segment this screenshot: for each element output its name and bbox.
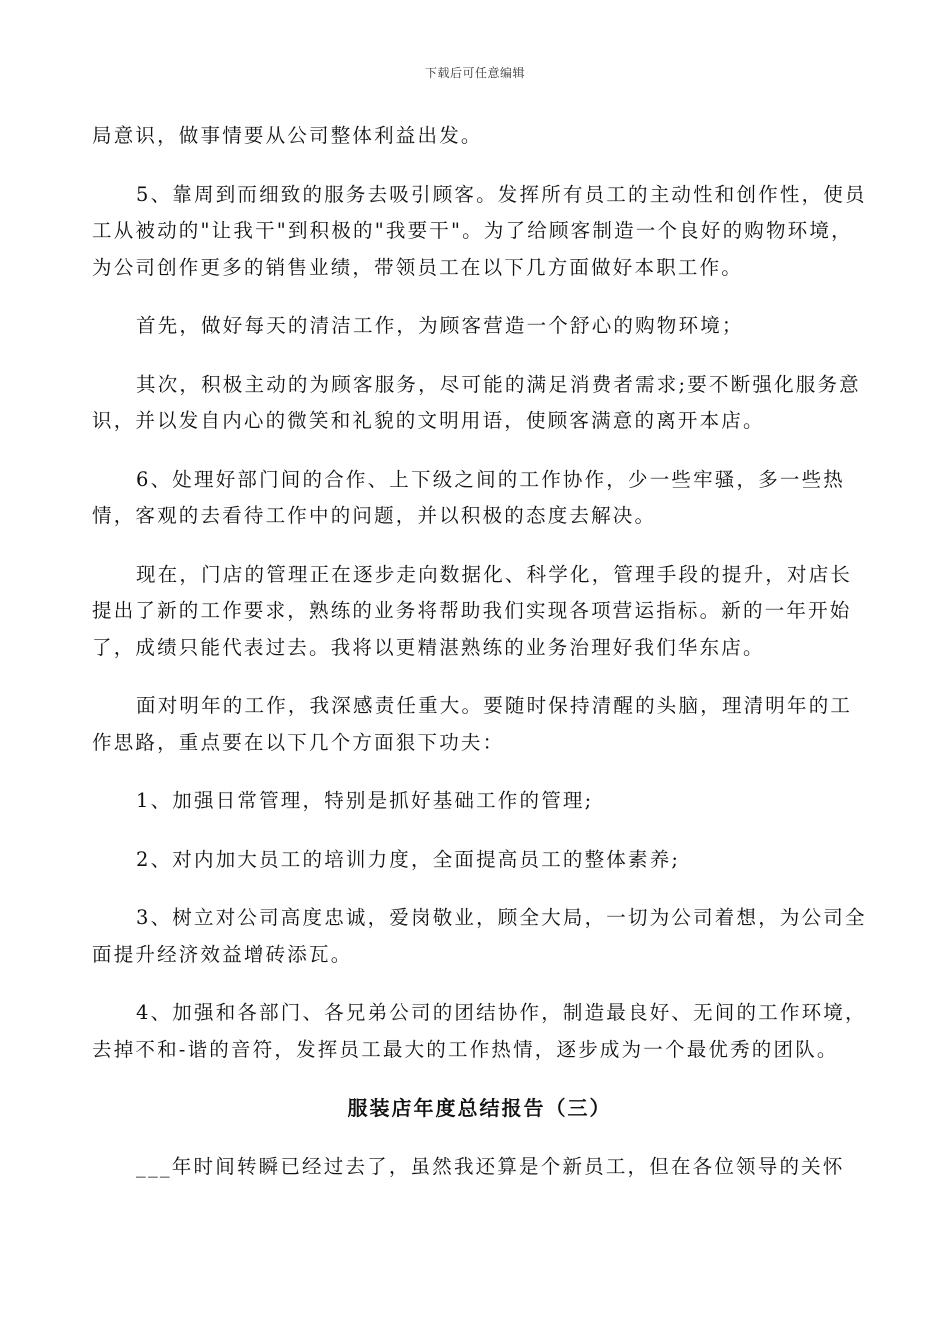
page-header: 下载后可任意编辑 xyxy=(424,66,525,80)
list-item-4: 4、加强和各部门、各兄弟公司的团结协作，制造最良好、无间的工作环境，去掉不和-谐的音符，发挥员工最大的工作热情，逐步成为一个最优秀的团队。 xyxy=(92,1001,867,1061)
paragraph-item-5: 5、靠周到而细致的服务去吸引顾客。发挥所有员工的主动性和创作性，使员工从被动的"让我干"到积极的"我要干"。为了给顾客制造一个良好的购物环境，为公司创作更多的销售业绩，带领员工在以下几方面做好本职工作。 xyxy=(92,182,867,279)
list-item-1: 1、加强日常管理，特别是抓好基础工作的管理; xyxy=(136,789,594,812)
document-body xyxy=(92,118,867,1207)
list-item-2: 2、对内加大员工的培训力度，全面提高员工的整体素养; xyxy=(136,847,681,871)
paragraph-closing: ___年时间转瞬已经过去了，虽然我还算是个新员工，但在各位领导的关怀 xyxy=(136,1154,845,1178)
paragraph-item-6: 6、处理好部门间的合作、上下级之间的工作协作，少一些牢骚，多一些热情，客观的去看待工作中的问题，并以积极的态度去解决。 xyxy=(92,467,846,527)
paragraph-first: 首先，做好每天的清洁工作，为顾客营造一个舒心的购物环境； xyxy=(136,314,744,337)
paragraph-next-year: 面对明年的工作，我深感责任重大。要随时保持清醒的头脑，理清明年的工作思路，重点要在以下几个方面狠下功夫： xyxy=(92,694,853,754)
paragraph-continuation: 局意识，做事情要从公司整体利益出发。 xyxy=(92,124,483,147)
section-title: 服装店年度总结报告（三） xyxy=(347,1096,612,1120)
list-item-3: 3、树立对公司高度忠诚，爱岗敬业，顾全大局，一切为公司着想，为公司全面提升经济效益增砖添瓦。 xyxy=(92,906,867,966)
paragraph-second: 其次，积极主动的为顾客服务，尽可能的满足消费者需求;要不断强化服务意识，并以发自内心的微笑和礼貌的文明用语，使顾客满意的离开本店。 xyxy=(92,372,861,432)
paragraph-current-status: 现在，门店的管理正在逐步走向数据化、科学化，管理手段的提升，对店长提出了新的工作要求，熟练的业务将帮助我们实现各项营运指标。新的一年开始了，成绩只能代表过去。我将以更精湛熟练的业务治理好我们华东店。 xyxy=(92,562,853,659)
